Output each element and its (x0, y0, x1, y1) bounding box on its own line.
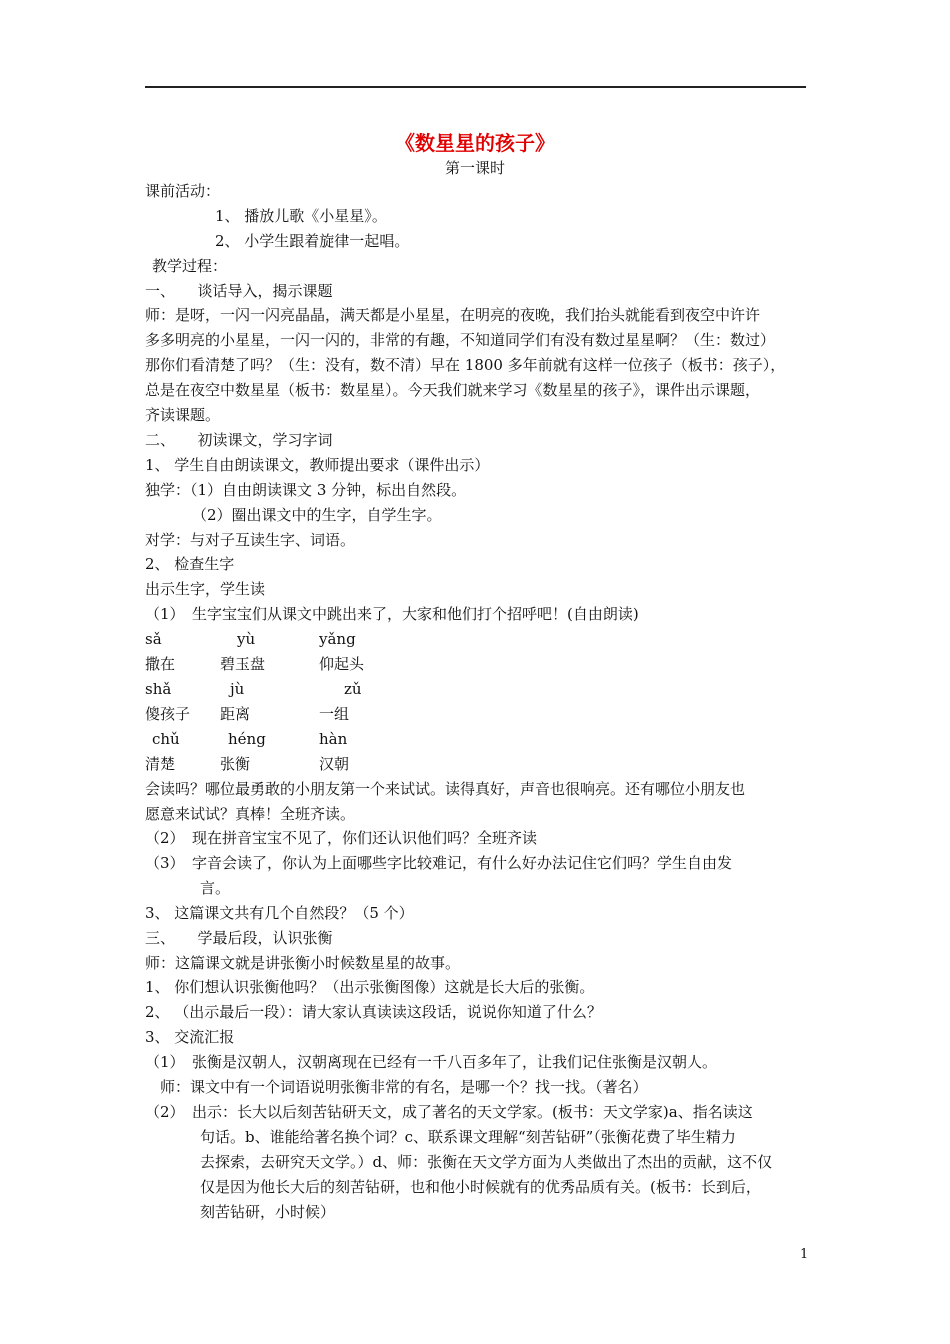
text-line: jù (230, 680, 245, 698)
text-line: 碧玉盘 (220, 655, 266, 673)
text-line: 独学：（1）自由朗读课文 3 分钟，标出自然段。 (145, 481, 467, 499)
text-line: 言。 (200, 879, 231, 897)
text-line: 对学：与对子互读生字、词语。 (145, 531, 356, 549)
text-line: 句话。b、谁能给著名换个词？c、联系课文理解“刻苦钻研”（张衡花费了毕生精力 (200, 1128, 736, 1146)
text-line: 师：这篇课文就是讲张衡小时候数星星的故事。 (145, 954, 461, 972)
text-line: 2、 小学生跟着旋律一起唱。 (215, 232, 410, 250)
text-line: 愿意来试试？真棒！全班齐读。 (145, 805, 356, 823)
text-line: （2） 现在拼音宝宝不见了，你们还认识他们吗？全班齐读 (145, 829, 538, 847)
text-line: yǎng (319, 630, 356, 648)
text-line: shǎ (145, 680, 172, 698)
page-subtitle: 第一课时 (444, 159, 505, 177)
text-line: 傻孩子 (145, 705, 191, 723)
text-line: 1、 播放儿歌《小星星》。 (215, 207, 387, 225)
text-line: 3、 交流汇报 (145, 1028, 235, 1046)
text-line: 三、 学最后段，认识张衡 (145, 929, 333, 947)
text-line: 2、 （出示最后一段）：请大家认真读读这段话，说说你知道了什么？ (145, 1003, 602, 1021)
text-line: 1、 学生自由朗读课文，教师提出要求（课件出示） (145, 456, 490, 474)
text-line: sǎ (145, 630, 162, 648)
text-line: 一、 谈话导入，揭示课题 (145, 282, 333, 300)
text-line: （3） 字音会读了，你认为上面哪些字比较难记，有什么好办法记住它们吗？学生自由发 (145, 854, 733, 872)
text-line: 1、 你们想认识张衡他吗？（出示张衡图像）这就是长大后的张衡。 (145, 978, 595, 996)
text-line: 多多明亮的小星星，一闪一闪的，非常的有趣，不知道同学们有没有数过星星啊？（生：数过） (145, 331, 776, 349)
text-line: （1） 张衡是汉朝人，汉朝离现在已经有一千八百多年了，让我们记住张衡是汉朝人。 (145, 1053, 718, 1071)
text-line: héng (228, 730, 266, 748)
text-line: yù (237, 630, 256, 648)
text-line: 2、 检查生字 (145, 555, 235, 573)
text-line: 3、 这篇课文共有几个自然段？（5 个） (145, 904, 414, 922)
text-line: 去探索，去研究天文学。）d、师：张衡在天文学方面为人类做出了杰出的贡献，这不仅 (200, 1153, 773, 1171)
text-line: 教学过程： (152, 257, 228, 275)
text-line: 张衡 (220, 755, 251, 773)
text-line: 二、 初读课文，学习字词 (145, 431, 333, 449)
text-line: 总是在夜空中数星星（板书：数星星）。今天我们就来学习《数星星的孩子》，课件出示课题， (145, 381, 761, 399)
text-line: 齐读课题。 (145, 406, 221, 424)
text-line: 仰起头 (319, 655, 365, 673)
text-line: 清楚 (145, 755, 176, 773)
page-title: 《数星星的孩子》 (395, 131, 555, 155)
text-line: zǔ (344, 680, 362, 698)
text-line: （1） 生字宝宝们从课文中跳出来了，大家和他们打个招呼吧！(自由朗读) (145, 605, 639, 623)
text-line: （2）圈出课文中的生字，自学生字。 (192, 506, 442, 524)
text-line: 师：课文中有一个词语说明张衡非常的有名，是哪一个？找一找。（著名） (160, 1078, 648, 1096)
text-line: 师：是呀，一闪一闪亮晶晶，满天都是小星星，在明亮的夜晚，我们抬头就能看到夜空中许许 (145, 306, 761, 324)
text-line: 撒在 (145, 655, 176, 673)
text-line: 汉朝 (319, 755, 350, 773)
text-line: hàn (319, 730, 348, 748)
text-line: 出示生字，学生读 (145, 580, 266, 598)
page-number: 1 (800, 1247, 809, 1262)
text-line: 刻苦钻研，小时候） (200, 1203, 336, 1221)
text-line: 会读吗？哪位最勇敢的小朋友第一个来试试。读得真好，声音也很响亮。还有哪位小朋友也 (145, 780, 746, 798)
text-line: 课前活动： (145, 182, 221, 200)
text-line: （2） 出示：长大以后刻苦钻研天文，成了著名的天文学家。(板书：天文学家)a、指名读这 (145, 1103, 753, 1121)
text-line: 仅是因为他长大后的刻苦钻研，也和他小时候就有的优秀品质有关。(板书：长到后， (200, 1178, 761, 1196)
text-line: 那你们看清楚了吗？（生：没有，数不清）早在 1800 多年前就有这样一位孩子（板书：孩子）， (145, 356, 786, 374)
text-line: 一组 (319, 705, 350, 723)
text-line: 距离 (220, 705, 251, 723)
text-line: chǔ (152, 730, 180, 748)
header-rule (145, 86, 806, 88)
